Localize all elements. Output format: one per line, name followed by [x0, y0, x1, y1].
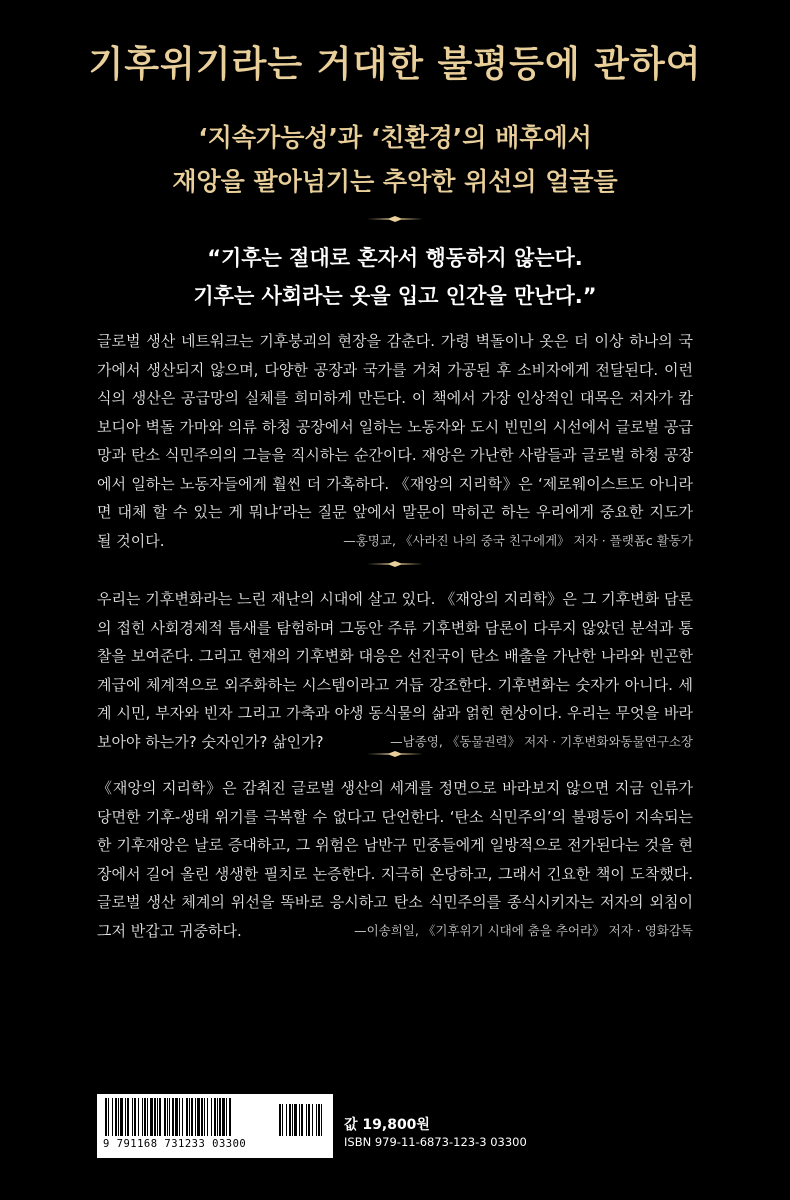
barcode-addon-bar — [294, 1104, 297, 1136]
barcode-bar — [197, 1098, 200, 1136]
barcode-bar — [211, 1098, 212, 1136]
barcode-bar — [169, 1098, 170, 1136]
barcode-addon-bar — [299, 1104, 300, 1136]
barcode-bar — [138, 1098, 139, 1136]
barcode-bar — [189, 1098, 190, 1136]
isbn-barcode — [97, 1094, 333, 1158]
endorsement-paragraph — [97, 774, 693, 945]
barcode-bar — [195, 1098, 196, 1136]
barcode-addon-bar — [306, 1104, 307, 1136]
barcode-addon-bar — [289, 1104, 291, 1136]
barcode-addon-bar — [321, 1104, 322, 1136]
barcode-bar — [142, 1098, 143, 1136]
subtitle-line-1: ‘지속가능성’과 ‘친환경’의 배후에서 — [198, 123, 592, 152]
isbn-label: ISBN 979-11-6873-123-3 03300 — [344, 1135, 527, 1149]
endorsement-text: 《재앙의 지리학》은 감춰진 글로벌 생산의 세계를 정면으로 바라보지 않으면 지금 인류가 당면한 기후-생태 위기를 극복할 수 없다고 단언한다. ‘탄소 식민주의’의 불평등이 지속되는 한 기후재앙은 날로 증대하고, 그 위험은 남반구 민중들에게 일방적으로 전가된다는 것을 현장에서 길어 올린 생생한 필치로 논증한다. 지극히 온당하고, 그래서 긴요한 책이 도착했다. 글로벌 생산 체계의 위선을 똑바로 응시하고 탄소 식민주의를 종식시키자는 저자의 외침이 그저 반갑고 귀중하다. — [97, 779, 693, 940]
barcode-bar — [167, 1098, 168, 1136]
endorsement-attribution: —홍명교, 《사라진 나의 중국 친구에게》 저자 · 플랫폼c 활동가 — [343, 532, 693, 548]
barcode-bar — [157, 1098, 158, 1136]
barcode-bar — [154, 1098, 156, 1136]
barcode-addon-bar — [292, 1104, 293, 1136]
barcode-bar — [214, 1098, 216, 1136]
book-tagline-title: 기후위기라는 거대한 불평등에 관하여 — [88, 44, 702, 85]
endorsement-paragraph — [97, 585, 693, 756]
barcode-bar — [112, 1098, 113, 1136]
barcode-bar — [201, 1098, 203, 1136]
barcode-bar — [186, 1098, 188, 1136]
barcode-bar — [219, 1098, 221, 1136]
barcode-bar — [172, 1098, 174, 1136]
quote-line-1: “기후는 절대로 혼자서 행동하지 않는다. — [207, 246, 583, 270]
barcode-bar — [105, 1098, 107, 1136]
barcode-bar — [125, 1098, 126, 1136]
barcode-bar — [115, 1098, 117, 1136]
barcode-bar — [179, 1098, 180, 1136]
barcode-bar — [118, 1098, 119, 1136]
ornament-divider — [367, 560, 423, 568]
endorsement-text: 글로벌 생산 네트워크는 기후붕괴의 현장을 감춘다. 가령 벽돌이나 옷은 더 이상 하나의 국가에서 생산되지 않으며, 다양한 공장과 국가를 거쳐 가공된 후 소비자에게 전달된다. 이런 식의 생산은 공급망의 실체를 희미하게 만든다. 이 책에서 가장 인상적인 대목은 저자가 캄보디아 벽돌 가마와 의류 하청 공장에서 일하는 노동자와 도시 빈민의 시선에서 글로벌 공급망과 탄소 식민주의의 그늘을 직시하는 순간이다. 재앙은 가난한 사람들과 글로벌 하청 공장에서 일하는 노동자들에게 훨씬 더 가혹하다. 《재앙의 지리학》은 ‘제로웨이스트도 아니라면 대체 할 수 있는 게 뭐냐’라는 질문 앞에서 말문이 막히곤 하는 우리에게 중요한 지도가 될 것이다. — [97, 332, 693, 550]
endorsement-attribution: —이송희일, 《기후위기 시대에 춤을 추어라》 저자 · 영화감독 — [354, 922, 693, 938]
barcode-bars — [97, 1094, 333, 1140]
barcode-bar — [204, 1098, 205, 1136]
barcode-number: 9 791168 731233 03300 — [103, 1138, 247, 1150]
barcode-bar — [222, 1098, 225, 1136]
endorsement-attribution: —남종영, 《동물권력》 저자 · 기후변화와동물연구소장 — [390, 733, 693, 749]
barcode-bar — [150, 1098, 153, 1136]
barcode-bar — [182, 1098, 183, 1136]
barcode-addon-bar — [286, 1104, 287, 1136]
price-label: 값 19,800원 — [344, 1117, 430, 1133]
barcode-bar — [226, 1098, 227, 1136]
barcode-addon-bar — [282, 1104, 283, 1136]
barcode-bar — [164, 1098, 166, 1136]
barcode-bar — [217, 1098, 218, 1136]
barcode-bar — [159, 1098, 161, 1136]
ornament-divider — [367, 215, 423, 223]
barcode-addon-bar — [308, 1104, 310, 1136]
barcode-bar — [120, 1098, 123, 1136]
quote-line-2: 기후는 사회라는 옷을 입고 인간을 만난다.” — [193, 284, 597, 308]
endorsement-text: 우리는 기후변화라는 느린 재난의 시대에 살고 있다. 《재앙의 지리학》은 그 기후변화 담론의 접힌 사회경제적 틈새를 탐험하며 그동안 주류 기후변화 담론이 다루지 않았던 분석과 통찰을 보여준다. 그리고 현재의 기후변화 대응은 선진국이 탄소 배출을 가난한 나라와 빈곤한 계급에 체계적으로 외주화하는 시스템이라고 거듭 강조한다. 기후변화는 숫자가 아니다. 세계 시민, 부자와 빈자 그리고 가축과 야생 동식물의 삶과 얽힌 현상이다. 우리는 무엇을 바라보아야 하는가? 숫자인가? 삶인가? — [97, 590, 693, 751]
barcode-addon-bar — [279, 1104, 281, 1136]
barcode-addon-bar — [318, 1104, 320, 1136]
endorsement-paragraph — [97, 327, 693, 555]
ornament-divider — [367, 750, 423, 758]
barcode-bar — [108, 1098, 109, 1136]
barcode-bar — [229, 1098, 231, 1136]
barcode-bar — [134, 1098, 136, 1136]
barcode-bar — [132, 1098, 133, 1136]
barcode-addon-bar — [301, 1104, 303, 1136]
barcode-bar — [191, 1098, 193, 1136]
barcode-bar — [144, 1098, 146, 1136]
barcode-bar — [175, 1098, 178, 1136]
barcode-bar — [207, 1098, 208, 1136]
subtitle-line-2: 재앙을 팔아넘기는 추악한 위선의 얼굴들 — [172, 167, 618, 196]
barcode-addon-bar — [316, 1104, 317, 1136]
barcode-bar — [127, 1098, 129, 1136]
barcode-addon-bar — [312, 1104, 313, 1136]
barcode-bar — [147, 1098, 148, 1136]
